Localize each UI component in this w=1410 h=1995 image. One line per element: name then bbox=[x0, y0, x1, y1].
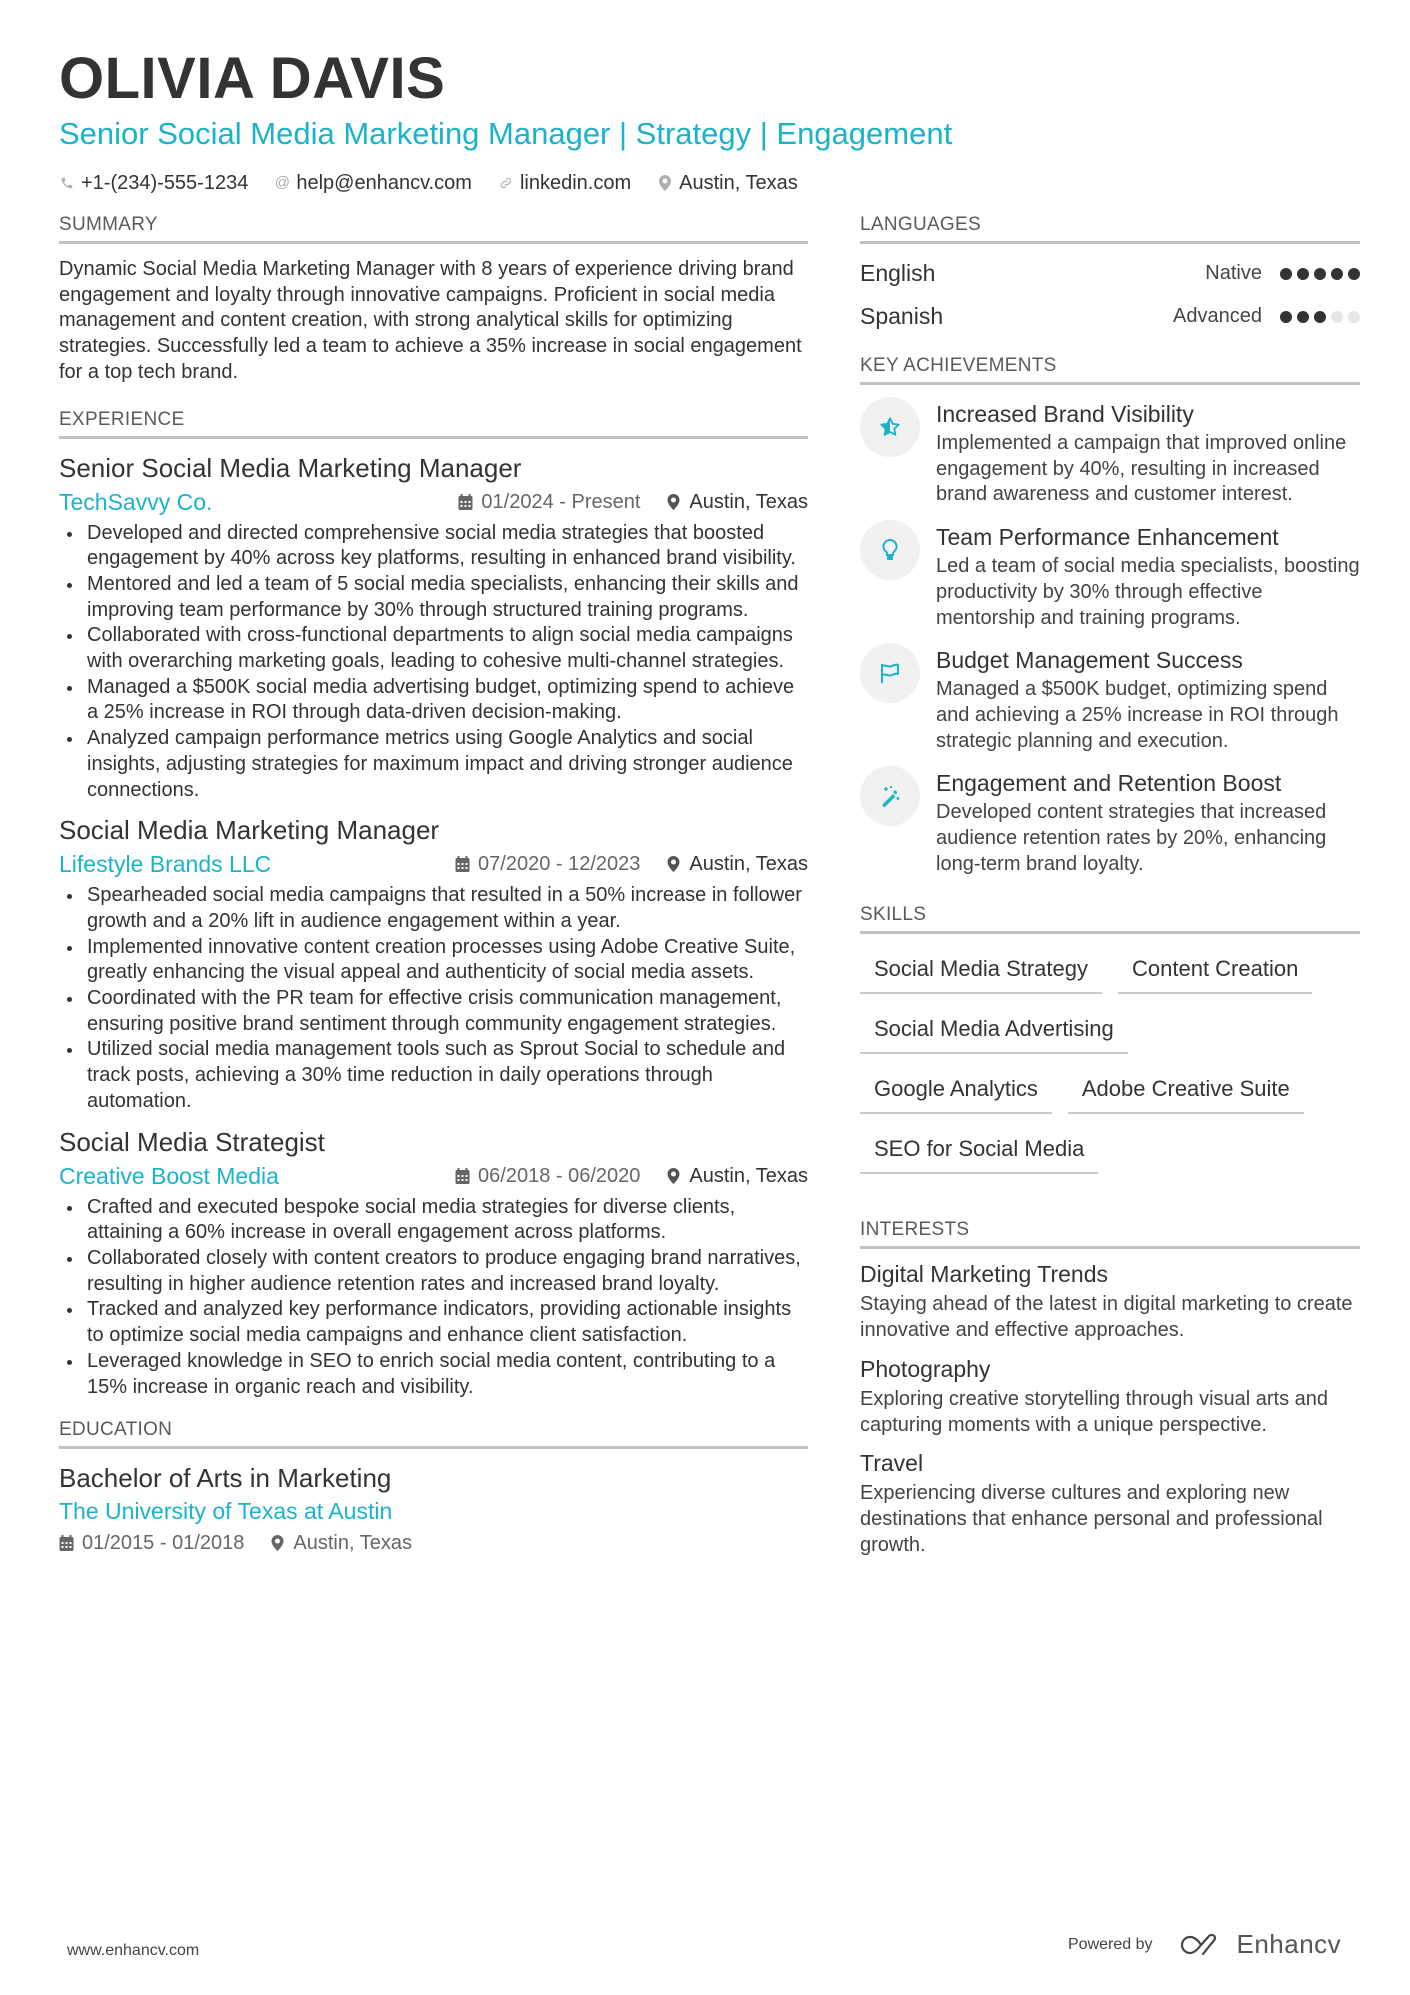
interest-desc: Exploring creative storytelling through visual arts and capturing moments with a unique perspective. bbox=[860, 1387, 1329, 1436]
contact-location bbox=[657, 170, 798, 196]
language-name: English bbox=[860, 260, 936, 286]
achievement-desc: Developed content strategies that increased audience retention rates by 20%, enhancing long-term brand loyalty. bbox=[936, 801, 1327, 875]
job-bullet: Developed and directed comprehensive social media strategies that boosted engagement by 40% across key platforms, resulting in enhanced brand visibility. bbox=[59, 521, 808, 572]
flag-icon bbox=[860, 643, 920, 703]
enhancv-logo-icon bbox=[1179, 1932, 1225, 1958]
education-dates: 01/2015 - 01/2018 bbox=[59, 1529, 244, 1557]
contact-phone bbox=[59, 170, 248, 196]
interests-heading: INTERESTS bbox=[860, 1218, 1360, 1249]
achievement-item bbox=[860, 522, 1360, 631]
job-meta bbox=[59, 487, 808, 517]
skill-tag: Google Analytics bbox=[860, 1068, 1052, 1114]
interest-title: Digital Marketing Trends bbox=[860, 1261, 1108, 1288]
language-list bbox=[860, 252, 1360, 338]
left-column bbox=[59, 213, 808, 1579]
phone-text[interactable]: +1-(234)-555-1234 bbox=[81, 172, 249, 194]
magic-wand-icon bbox=[860, 766, 920, 826]
dot-filled-icon bbox=[1280, 311, 1292, 323]
location-pin-icon bbox=[270, 1535, 285, 1551]
job-dates: 07/2020 - 12/2023 bbox=[455, 849, 640, 879]
degree: Bachelor of Arts in Marketing bbox=[59, 1463, 392, 1494]
job-bullets bbox=[59, 521, 808, 804]
dot-empty-icon bbox=[1348, 311, 1360, 323]
proficiency-dots bbox=[1280, 311, 1360, 323]
interest-title: Photography bbox=[860, 1355, 991, 1382]
contact-linkedin bbox=[498, 170, 631, 196]
dot-filled-icon bbox=[1297, 311, 1309, 323]
star-icon bbox=[860, 397, 920, 457]
achievement-title: Increased Brand Visibility bbox=[936, 401, 1194, 427]
language-level: Native bbox=[1205, 262, 1262, 284]
job-bullets bbox=[59, 883, 808, 1114]
location-pin-icon bbox=[666, 1168, 681, 1184]
language-name: Spanish bbox=[860, 303, 944, 329]
dot-empty-icon bbox=[1331, 311, 1343, 323]
achievement-desc: Led a team of social media specialists, boosting productivity by 30% through effective mentorship and training programs. bbox=[936, 555, 1360, 629]
interest-item bbox=[860, 1259, 1360, 1343]
interest-item bbox=[860, 1448, 1360, 1558]
job-meta bbox=[59, 849, 808, 879]
job-bullet: Managed a $500K social media advertising budget, optimizing spend to achieve a 25% increase in ROI through data-driven decision-making. bbox=[59, 675, 808, 726]
job-bullet: Crafted and executed bespoke social media strategies for diverse clients, attaining a 60% increase in overall engagement across platforms. bbox=[59, 1195, 808, 1246]
job-bullets bbox=[59, 1195, 808, 1401]
company-name: TechSavvy Co. bbox=[59, 488, 213, 515]
achievement-item bbox=[860, 645, 1360, 754]
candidate-name: OLIVIA DAVIS bbox=[59, 46, 446, 111]
education-entry bbox=[59, 1461, 808, 1557]
job-bullet: Analyzed campaign performance metrics using Google Analytics and social insights, adjusting strategies for maximum impact and driving stronger audience connections. bbox=[59, 726, 808, 803]
achievement-item bbox=[860, 768, 1360, 877]
phone-icon bbox=[59, 174, 75, 192]
achievement-title: Budget Management Success bbox=[936, 647, 1243, 674]
location-pin-icon bbox=[666, 856, 681, 872]
job-bullet: Collaborated closely with content creators to produce engaging brand narratives, resulting in higher audience retention rates and increased brand loyalty. bbox=[59, 1246, 808, 1297]
skill-tag: Social Media Strategy bbox=[860, 948, 1102, 994]
job-meta bbox=[59, 1161, 808, 1191]
summary-text: Dynamic Social Media Marketing Manager with 8 years of experience driving brand engagement and loyalty through innovative campaigns. Proficient in social media management and content creation, with strong analytical skills for optimizing strategies. Successfully led a team to achieve a 35% increase in social engagement for a top tech brand. bbox=[59, 258, 802, 383]
candidate-title: Senior Social Media Marketing Manager | Strategy | Engagement bbox=[59, 116, 953, 151]
email-text[interactable]: help@enhancv.com bbox=[296, 172, 472, 194]
lightbulb-icon bbox=[860, 520, 920, 580]
at-icon: @ bbox=[274, 174, 290, 191]
languages-section bbox=[860, 213, 1360, 338]
job-dates: 06/2018 - 06/2020 bbox=[455, 1161, 640, 1191]
job-bullet: Spearheaded social media campaigns that resulted in a 50% increase in follower growth and a 20% lift in audience engagement within a year. bbox=[59, 883, 808, 934]
calendar-icon bbox=[455, 856, 470, 872]
job-bullet: Leveraged knowledge in SEO to enrich social media content, contributing to a 15% increase in organic reach and visibility. bbox=[59, 1349, 808, 1400]
interest-item bbox=[860, 1354, 1360, 1438]
job-title: Senior Social Media Marketing Manager bbox=[59, 452, 522, 483]
dot-filled-icon bbox=[1314, 311, 1326, 323]
achievement-desc: Implemented a campaign that improved online engagement by 40%, resulting in increased brand awareness and customer interest. bbox=[936, 432, 1347, 506]
job-location: Austin, Texas bbox=[666, 487, 808, 517]
contact-email bbox=[274, 170, 472, 196]
link-icon bbox=[498, 174, 514, 192]
skill-tag: Adobe Creative Suite bbox=[1068, 1068, 1304, 1114]
experience-heading: EXPERIENCE bbox=[59, 408, 808, 439]
job-dates: 01/2024 - Present bbox=[458, 487, 640, 517]
language-item bbox=[860, 252, 1360, 295]
achievement-desc: Managed a $500K budget, optimizing spend and achieving a 25% increase in ROI through strategic planning and execution. bbox=[936, 678, 1339, 752]
powered-by-label: Powered by bbox=[1068, 1935, 1153, 1953]
language-item bbox=[860, 295, 1360, 338]
languages-heading: LANGUAGES bbox=[860, 213, 1360, 244]
experience-entry bbox=[59, 813, 808, 1114]
resume-header bbox=[59, 46, 1359, 196]
education-section bbox=[59, 1418, 808, 1557]
proficiency-dots bbox=[1280, 268, 1360, 280]
company-name: Lifestyle Brands LLC bbox=[59, 851, 272, 878]
dot-filled-icon bbox=[1331, 268, 1343, 280]
achievement-title: Engagement and Retention Boost bbox=[936, 770, 1282, 797]
footer-branding bbox=[1068, 1929, 1341, 1960]
job-bullet: Tracked and analyzed key performance indicators, providing actionable insights to optimize social media campaigns and enhance client satisfaction. bbox=[59, 1297, 808, 1348]
footer-website[interactable]: www.enhancv.com bbox=[67, 1942, 200, 1959]
location-text: Austin, Texas bbox=[679, 172, 798, 194]
dot-filled-icon bbox=[1348, 268, 1360, 280]
dot-filled-icon bbox=[1280, 268, 1292, 280]
interest-title: Travel bbox=[860, 1450, 924, 1477]
skill-tag: Social Media Advertising bbox=[860, 1008, 1128, 1054]
achievements-heading: KEY ACHIEVEMENTS bbox=[860, 354, 1360, 385]
company-name: Creative Boost Media bbox=[59, 1162, 279, 1189]
calendar-icon bbox=[458, 494, 473, 510]
education-location: Austin, Texas bbox=[270, 1529, 412, 1557]
achievement-item bbox=[860, 399, 1360, 508]
right-column bbox=[860, 213, 1360, 1580]
job-bullet: Utilized social media management tools such as Sprout Social to schedule and track posts, achieving a 30% time reduction in daily operations through automation. bbox=[59, 1037, 808, 1114]
education-heading: EDUCATION bbox=[59, 1418, 808, 1449]
dot-filled-icon bbox=[1314, 268, 1326, 280]
calendar-icon bbox=[59, 1535, 74, 1551]
brand-name: Enhancv bbox=[1236, 1929, 1342, 1959]
job-title: Social Media Marketing Manager bbox=[59, 815, 440, 846]
interest-desc: Experiencing diverse cultures and exploring new destinations that enhance personal and professional growth. bbox=[860, 1482, 1323, 1556]
job-location: Austin, Texas bbox=[666, 1161, 808, 1191]
contact-list bbox=[59, 170, 1359, 196]
location-pin-icon bbox=[657, 174, 673, 192]
linkedin-text[interactable]: linkedin.com bbox=[519, 172, 632, 194]
school-name: The University of Texas at Austin bbox=[59, 1498, 393, 1525]
achievements-section bbox=[860, 354, 1360, 877]
job-location: Austin, Texas bbox=[666, 849, 808, 879]
job-title: Social Media Strategist bbox=[59, 1126, 325, 1157]
skill-tag: SEO for Social Media bbox=[860, 1128, 1098, 1174]
interests-section bbox=[860, 1218, 1360, 1558]
job-bullet: Implemented innovative content creation processes using Adobe Creative Suite, greatly enhancing the visual appeal and authenticity of social media assets. bbox=[59, 935, 808, 986]
achievement-title: Team Performance Enhancement bbox=[936, 524, 1279, 551]
interest-desc: Staying ahead of the latest in digital marketing to create innovative and effective approaches. bbox=[860, 1293, 1353, 1342]
job-bullet: Coordinated with the PR team for effective crisis communication management, ensuring positive brand sentiment through community engagement strategies. bbox=[59, 986, 808, 1037]
location-pin-icon bbox=[666, 494, 681, 510]
skills-heading: SKILLS bbox=[860, 903, 1360, 934]
skill-list bbox=[860, 948, 1360, 1174]
summary-section bbox=[59, 213, 808, 386]
calendar-icon bbox=[455, 1168, 470, 1184]
dot-filled-icon bbox=[1297, 268, 1309, 280]
skill-tag: Content Creation bbox=[1118, 948, 1312, 994]
enhancv-logo[interactable] bbox=[1179, 1929, 1342, 1960]
experience-section bbox=[59, 408, 808, 1401]
language-level: Advanced bbox=[1173, 305, 1262, 327]
skills-section bbox=[860, 903, 1360, 1174]
job-bullet: Collaborated with cross-functional departments to align social media campaigns with overarching marketing goals, leading to cohesive multi-channel strategies. bbox=[59, 623, 808, 674]
experience-entry bbox=[59, 1125, 808, 1401]
summary-heading: SUMMARY bbox=[59, 213, 808, 244]
experience-entry bbox=[59, 451, 808, 804]
job-bullet: Mentored and led a team of 5 social media specialists, enhancing their skills and improving team performance by 30% through structured training programs. bbox=[59, 572, 808, 623]
